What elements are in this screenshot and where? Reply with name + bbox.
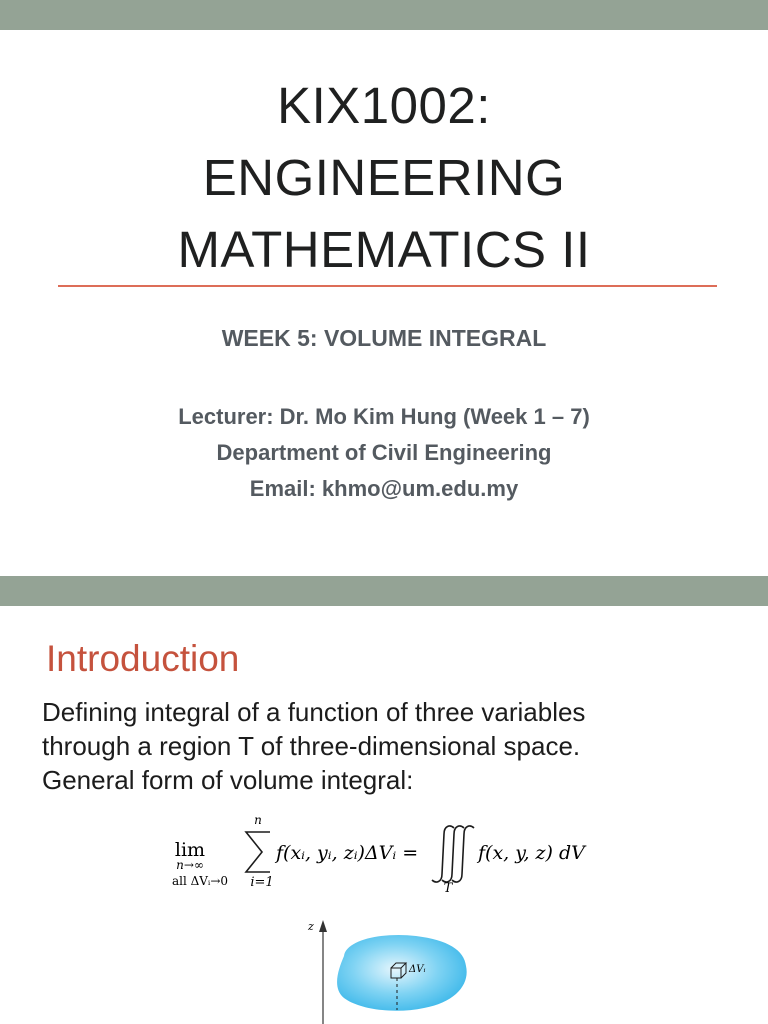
integral-region: T — [443, 881, 453, 894]
section-heading: Introduction — [46, 638, 240, 679]
z-axis-arrow-icon — [319, 920, 327, 932]
text-line: Defining integral of a function of three variables — [42, 697, 586, 727]
region-t-shape — [337, 935, 467, 1011]
sum-upper-limit: n — [254, 813, 262, 827]
title-line: ENGINEERING — [202, 149, 566, 206]
lim-label: lim — [174, 839, 206, 861]
title-divider — [58, 285, 717, 287]
volume-integral-formula — [166, 804, 606, 894]
title-line: KIX1002: — [277, 77, 491, 134]
volume-element-label: ΔVᵢ — [409, 964, 426, 975]
lim-subscript: all ΔVᵢ→0 — [171, 874, 229, 888]
introduction-slide — [0, 576, 768, 1024]
lecturer-info — [0, 399, 768, 507]
intro-text — [42, 695, 742, 797]
sigma-icon — [246, 832, 270, 872]
top-band — [0, 0, 768, 30]
lhs-term: f(xᵢ, yᵢ, zᵢ)ΔVᵢ = — [276, 842, 419, 864]
sum-lower-limit: i=1 — [250, 875, 274, 890]
text-line: through a region T of three-dimensional space. — [42, 731, 581, 761]
text-line: General form of volume integral: — [42, 765, 414, 795]
lim-subscript: n→∞ — [176, 858, 204, 872]
title-line: MATHEMATICS II — [177, 221, 591, 278]
rhs-term: f(x, y, z) dV — [478, 842, 585, 864]
slide-title — [0, 70, 768, 286]
region-diagram — [296, 906, 486, 1024]
lecturer-line: Lecturer: Dr. Mo Kim Hung (Week 1 – 7) — [178, 404, 590, 429]
slide-subtitle: WEEK 5: VOLUME INTEGRAL — [221, 325, 547, 351]
top-band — [0, 576, 768, 606]
triple-integral-icon — [432, 826, 474, 882]
z-axis-label: z — [308, 920, 314, 933]
email-line: Email: khmo@um.edu.my — [249, 476, 519, 501]
department-line: Department of Civil Engineering — [216, 440, 552, 465]
